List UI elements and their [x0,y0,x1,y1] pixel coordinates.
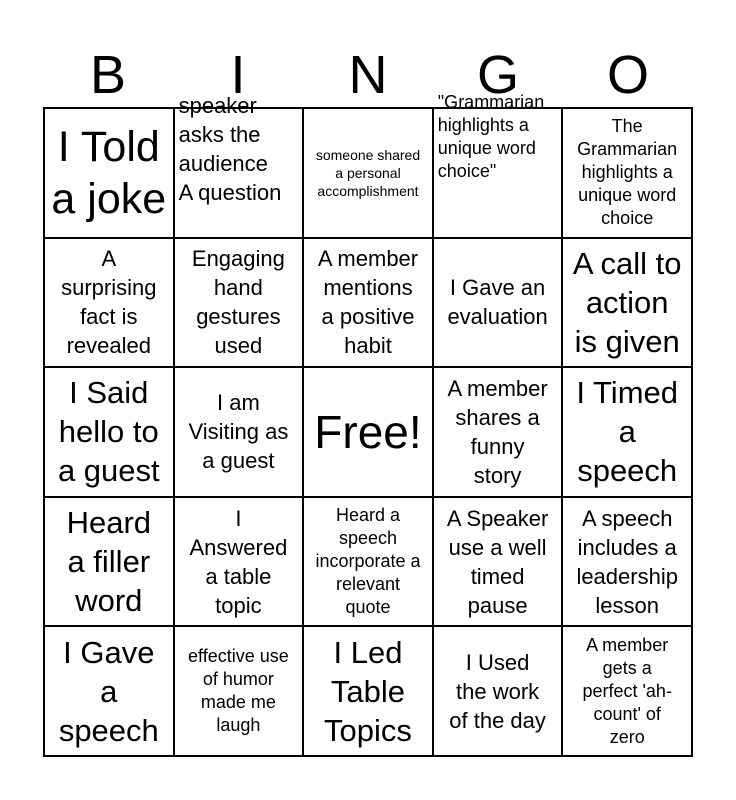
cell-text: I Said hello to a guest [57,375,160,489]
cell-text: I Led Table Topics [324,634,412,748]
bingo-cell[interactable] [562,497,692,627]
bingo-cell[interactable] [562,367,692,497]
cell-text: "Grammarian highlights a unique word choice" [437,92,545,181]
bingo-header [43,44,693,106]
bingo-cell[interactable] [433,497,563,627]
cell-text: A call to action is given [572,245,682,359]
bingo-cell[interactable] [303,497,433,627]
cell-text: I Timed a speech [576,375,679,489]
cell-text: A speech includes a leadership lesson [576,505,678,618]
bingo-cell[interactable] [174,367,304,497]
bingo-cell[interactable] [562,108,692,238]
header-letter-n: N [348,45,388,105]
cell-text: A surprising fact is revealed [61,246,157,359]
bingo-cell[interactable] [303,238,433,368]
cell-text: The Grammarian highlights a unique word choice [577,116,678,229]
cell-text: I Gave an evaluation [447,275,548,330]
bingo-cell[interactable] [303,626,433,756]
cell-text: A Speaker use a well timed pause [446,505,549,618]
cell-text: A member shares a funny story [447,375,548,488]
bingo-cell[interactable] [433,238,563,368]
bingo-cell[interactable] [562,626,692,756]
bingo-cell[interactable] [433,626,563,756]
bingo-cell[interactable] [303,108,433,238]
cell-text: A member mentions a positive habit [317,246,419,359]
cell-text: Heard a filler word [66,505,152,619]
cell-text: I Told a joke [51,122,167,223]
bingo-cell[interactable] [44,497,174,627]
cell-text: speaker asks the audience A question [178,93,282,205]
cell-text: I Used the work of the day [449,649,546,733]
bingo-cell[interactable] [433,92,563,238]
bingo-cell[interactable] [174,497,304,627]
bingo-cell[interactable] [174,238,304,368]
bingo-cell[interactable] [433,367,563,497]
header-letter-b: B [89,45,127,105]
bingo-cell[interactable] [44,108,174,238]
cell-text: I Answered a table topic [189,505,288,618]
header-letter-g: G [476,45,519,105]
cell-text: Engaging hand gestures used [191,246,285,359]
bingo-cell[interactable] [44,238,174,368]
bingo-cell[interactable] [44,367,174,497]
cell-text: I Gave a speech [58,634,159,748]
cell-text: A member gets a perfect 'ah- count' of zero [582,634,672,747]
bingo-cell[interactable] [174,626,304,756]
free-space-text: Free! [314,405,422,458]
cell-text: effective use of humor made me laugh [188,646,289,736]
cell-text: someone shared a personal accomplishment [315,146,421,199]
bingo-grid [43,92,693,757]
bingo-cell[interactable] [44,626,174,756]
cell-text: I am Visiting as a guest [188,390,289,474]
cell-text: Heard a speech incorporate a relevant quote [315,505,421,618]
header-letter-o: O [606,45,649,105]
free-space-cell[interactable] [303,367,433,497]
bingo-cell[interactable] [174,93,304,238]
bingo-cell[interactable] [562,238,692,368]
header-letter-i: I [230,45,246,105]
